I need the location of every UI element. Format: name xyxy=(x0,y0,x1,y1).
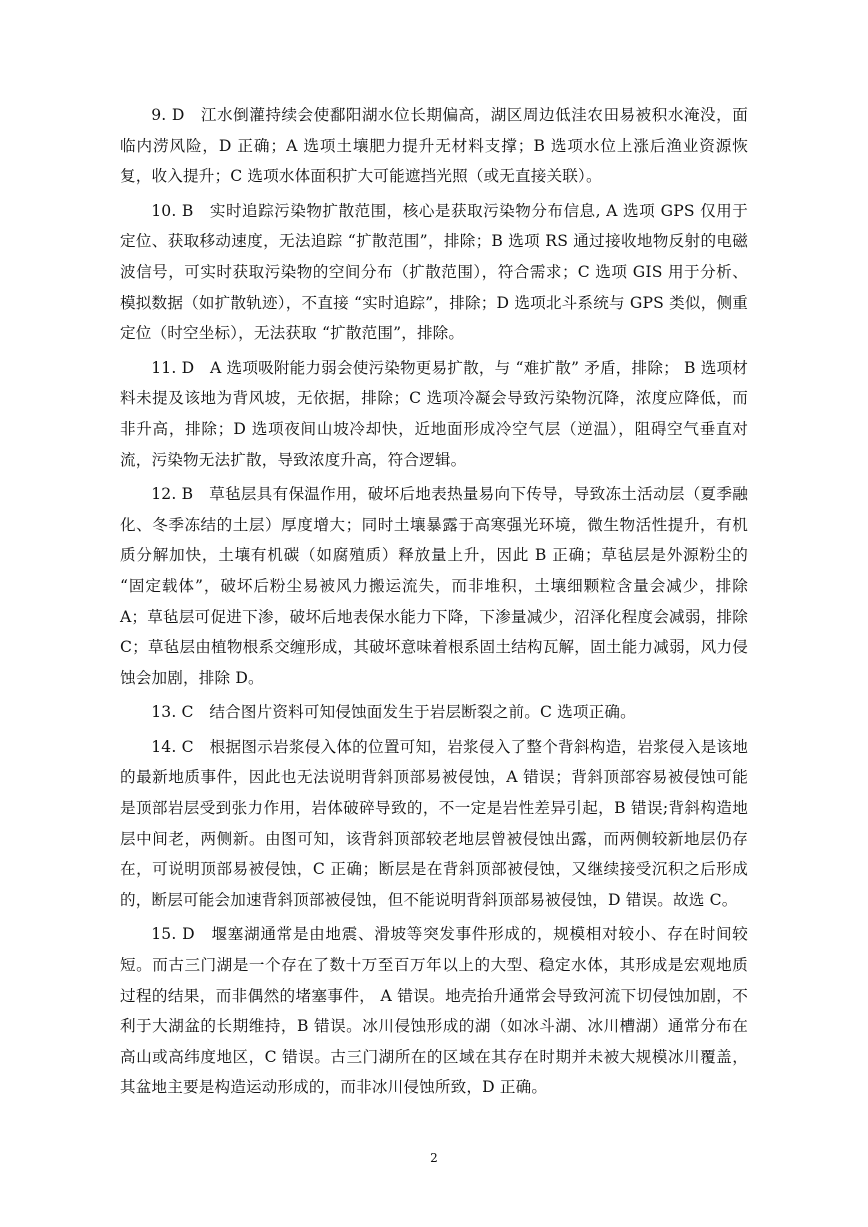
answer-10: 10. B 实时追踪污染物扩散范围，核心是获取污染物分布信息, A 选项 GPS 仅用于定位、获取移动速度，无法追踪 “扩散范围”，排除；B 选项 RS 通过接收地物反射的电磁波信号，可实时获取污染物的空间分布（扩散范围），符合需求；C 选项 GIS 用于分析、模拟数据（如扩散轨迹），不直接 “实时追踪”，排除；D 选项北斗系统与 GPS 类似，侧重定位（时空坐标），无法获取 “扩散范围”，排除。 xyxy=(120,201,748,343)
answer-11: 11. D A 选项吸附能力弱会使污染物更易扩散，与 “难扩散” 矛盾，排除； B 选项材料未提及该地为背风坡，无依据，排除；C 选项冷凝会导致污染物沉降，浓度应降低，而非升高，排除；D 选项夜间山坡冷却快，近地面形成冷空气层（逆温），阻碍空气垂直对流，污染物无法扩散，导致浓度升高，符合逻辑。 xyxy=(120,358,748,469)
page-number: 2 xyxy=(430,1151,438,1165)
answer-14: 14. C 根据图示岩浆侵入体的位置可知，岩浆侵入了整个背斜构造，岩浆侵入是该地的最新地质事件，因此也无法说明背斜顶部易被侵蚀，A 错误；背斜顶部容易被侵蚀可能是顶部岩层受到张力作用，岩体破碎导致的，不一定是岩性差异引起，B 错误;背斜构造地层中间老，两侧新。由图可知，该背斜顶部较老地层曾被侵蚀出露，而两侧较新地层仍存在，可说明顶部易被侵蚀，C 正确；断层是在背斜顶部被侵蚀，又继续接受沉积之后形成的，断层可能会加速背斜顶部被侵蚀，但不能说明背斜顶部易被侵蚀，D 错误。故选 C。 xyxy=(120,737,748,909)
answer-12: 12. B 草毡层具有保温作用，破坏后地表热量易向下传导，导致冻土活动层（夏季融化、冬季冻结的土层）厚度增大；同时土壤暴露于高寒强光环境，微生物活性提升，有机质分解加快，土壤有机碳（如腐殖质）释放量上升，因此 B 正确；草毡层是外源粉尘的 “固定载体”，破坏后粉尘易被风力搬运流失，而非堆积，土壤细颗粒含量会减少，排除 A；草毡层可促进下渗，破坏后地表保水能力下降，下渗量减少，沼泽化程度会减弱，排除 C；草毡层由植物根系交缠形成，其破坏意味着根系固土结构瓦解，固土能力减弱，风力侵蚀会加剧，排除 D。 xyxy=(120,485,748,687)
answer-15: 15. D 堰塞湖通常是由地震、滑坡等突发事件形成的，规模相对较小、存在时间较短。而古三门湖是一个存在了数十万至百万年以上的大型、稳定水体，其形成是宏观地质过程的结果，而非偶然的堵塞事件， A 错误。地壳抬升通常会导致河流下切侵蚀加剧，不利于大湖盆的长期维持，B 错误。冰川侵蚀形成的湖（如冰斗湖、冰川槽湖）通常分布在高山或高纬度地区，C 错误。古三门湖所在的区域在其存在时期并未被大规模冰川覆盖，其盆地主要是构造运动形成的，而非冰川侵蚀所致，D 正确。 xyxy=(120,925,748,1097)
answer-explanations xyxy=(120,100,748,1107)
answer-13: 13. C 结合图片资料可知侵蚀面发生于岩层断裂之前。C 选项正确。 xyxy=(151,703,636,722)
answer-9: 9. D 江水倒灌持续会使鄱阳湖水位长期偏高，湖区周边低洼农田易被积水淹没，面临内涝风险，D 正确；A 选项土壤肥力提升无材料支撑；B 选项水位上涨后渔业资源恢复，收入提升；C 选项水体面积扩大可能遮挡光照（或无直接关联）。 xyxy=(120,106,748,186)
